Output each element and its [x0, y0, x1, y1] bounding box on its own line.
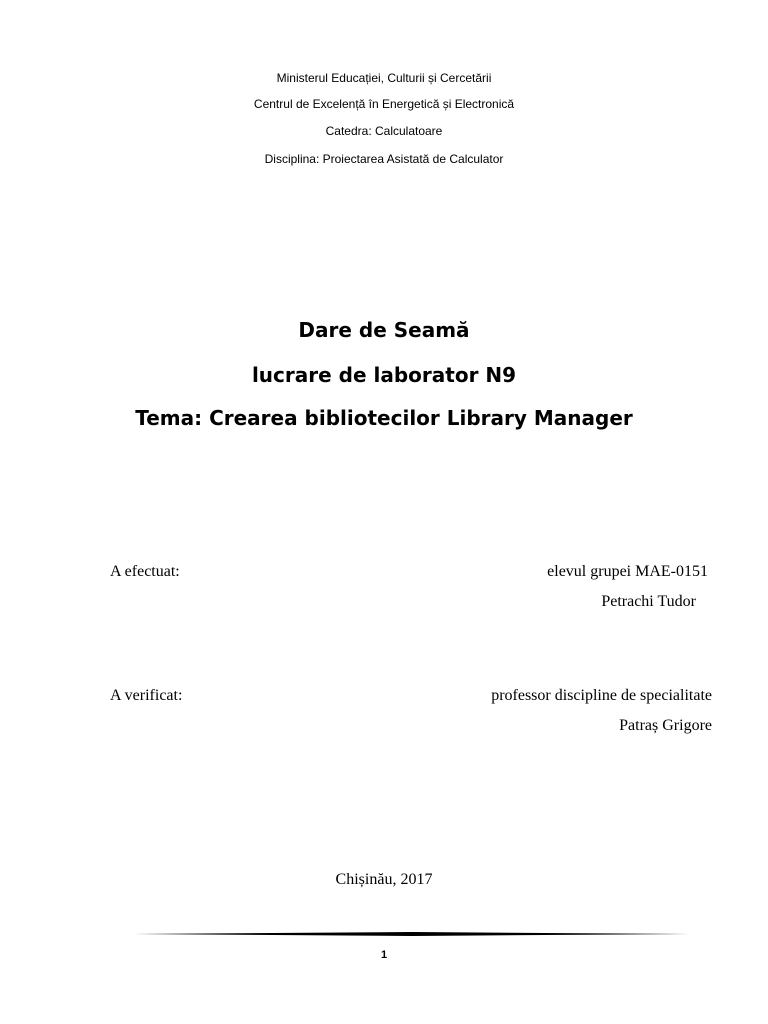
ministry-heading: Ministerul Educației, Culturii și Cercetării	[276, 71, 492, 85]
verified-name: Patraș Grigore	[619, 717, 712, 734]
verified-label: A verificat:	[110, 687, 183, 704]
center-heading: Centrul de Excelență în Energetică și Electronică	[253, 97, 515, 111]
performed-label: A efectuat:	[110, 563, 180, 580]
lab-title: lucrare de laborator N9	[251, 363, 517, 387]
department-heading: Catedra: Calculatoare	[325, 124, 443, 138]
discipline-heading: Disciplina: Proiectarea Asistată de Calculator	[264, 152, 504, 166]
performed-name: Petrachi Tudor	[601, 593, 696, 610]
page-number: 1	[380, 949, 388, 961]
verified-role: professor discipline de specialitate	[491, 687, 712, 704]
footer-divider	[134, 932, 690, 936]
report-title: Dare de Seamă	[298, 318, 470, 342]
place-year: Chișinău, 2017	[335, 871, 433, 888]
topic-title: Tema: Crearea bibliotecilor Library Manager	[135, 406, 633, 430]
performed-role: elevul grupei MAE-0151	[547, 563, 708, 580]
